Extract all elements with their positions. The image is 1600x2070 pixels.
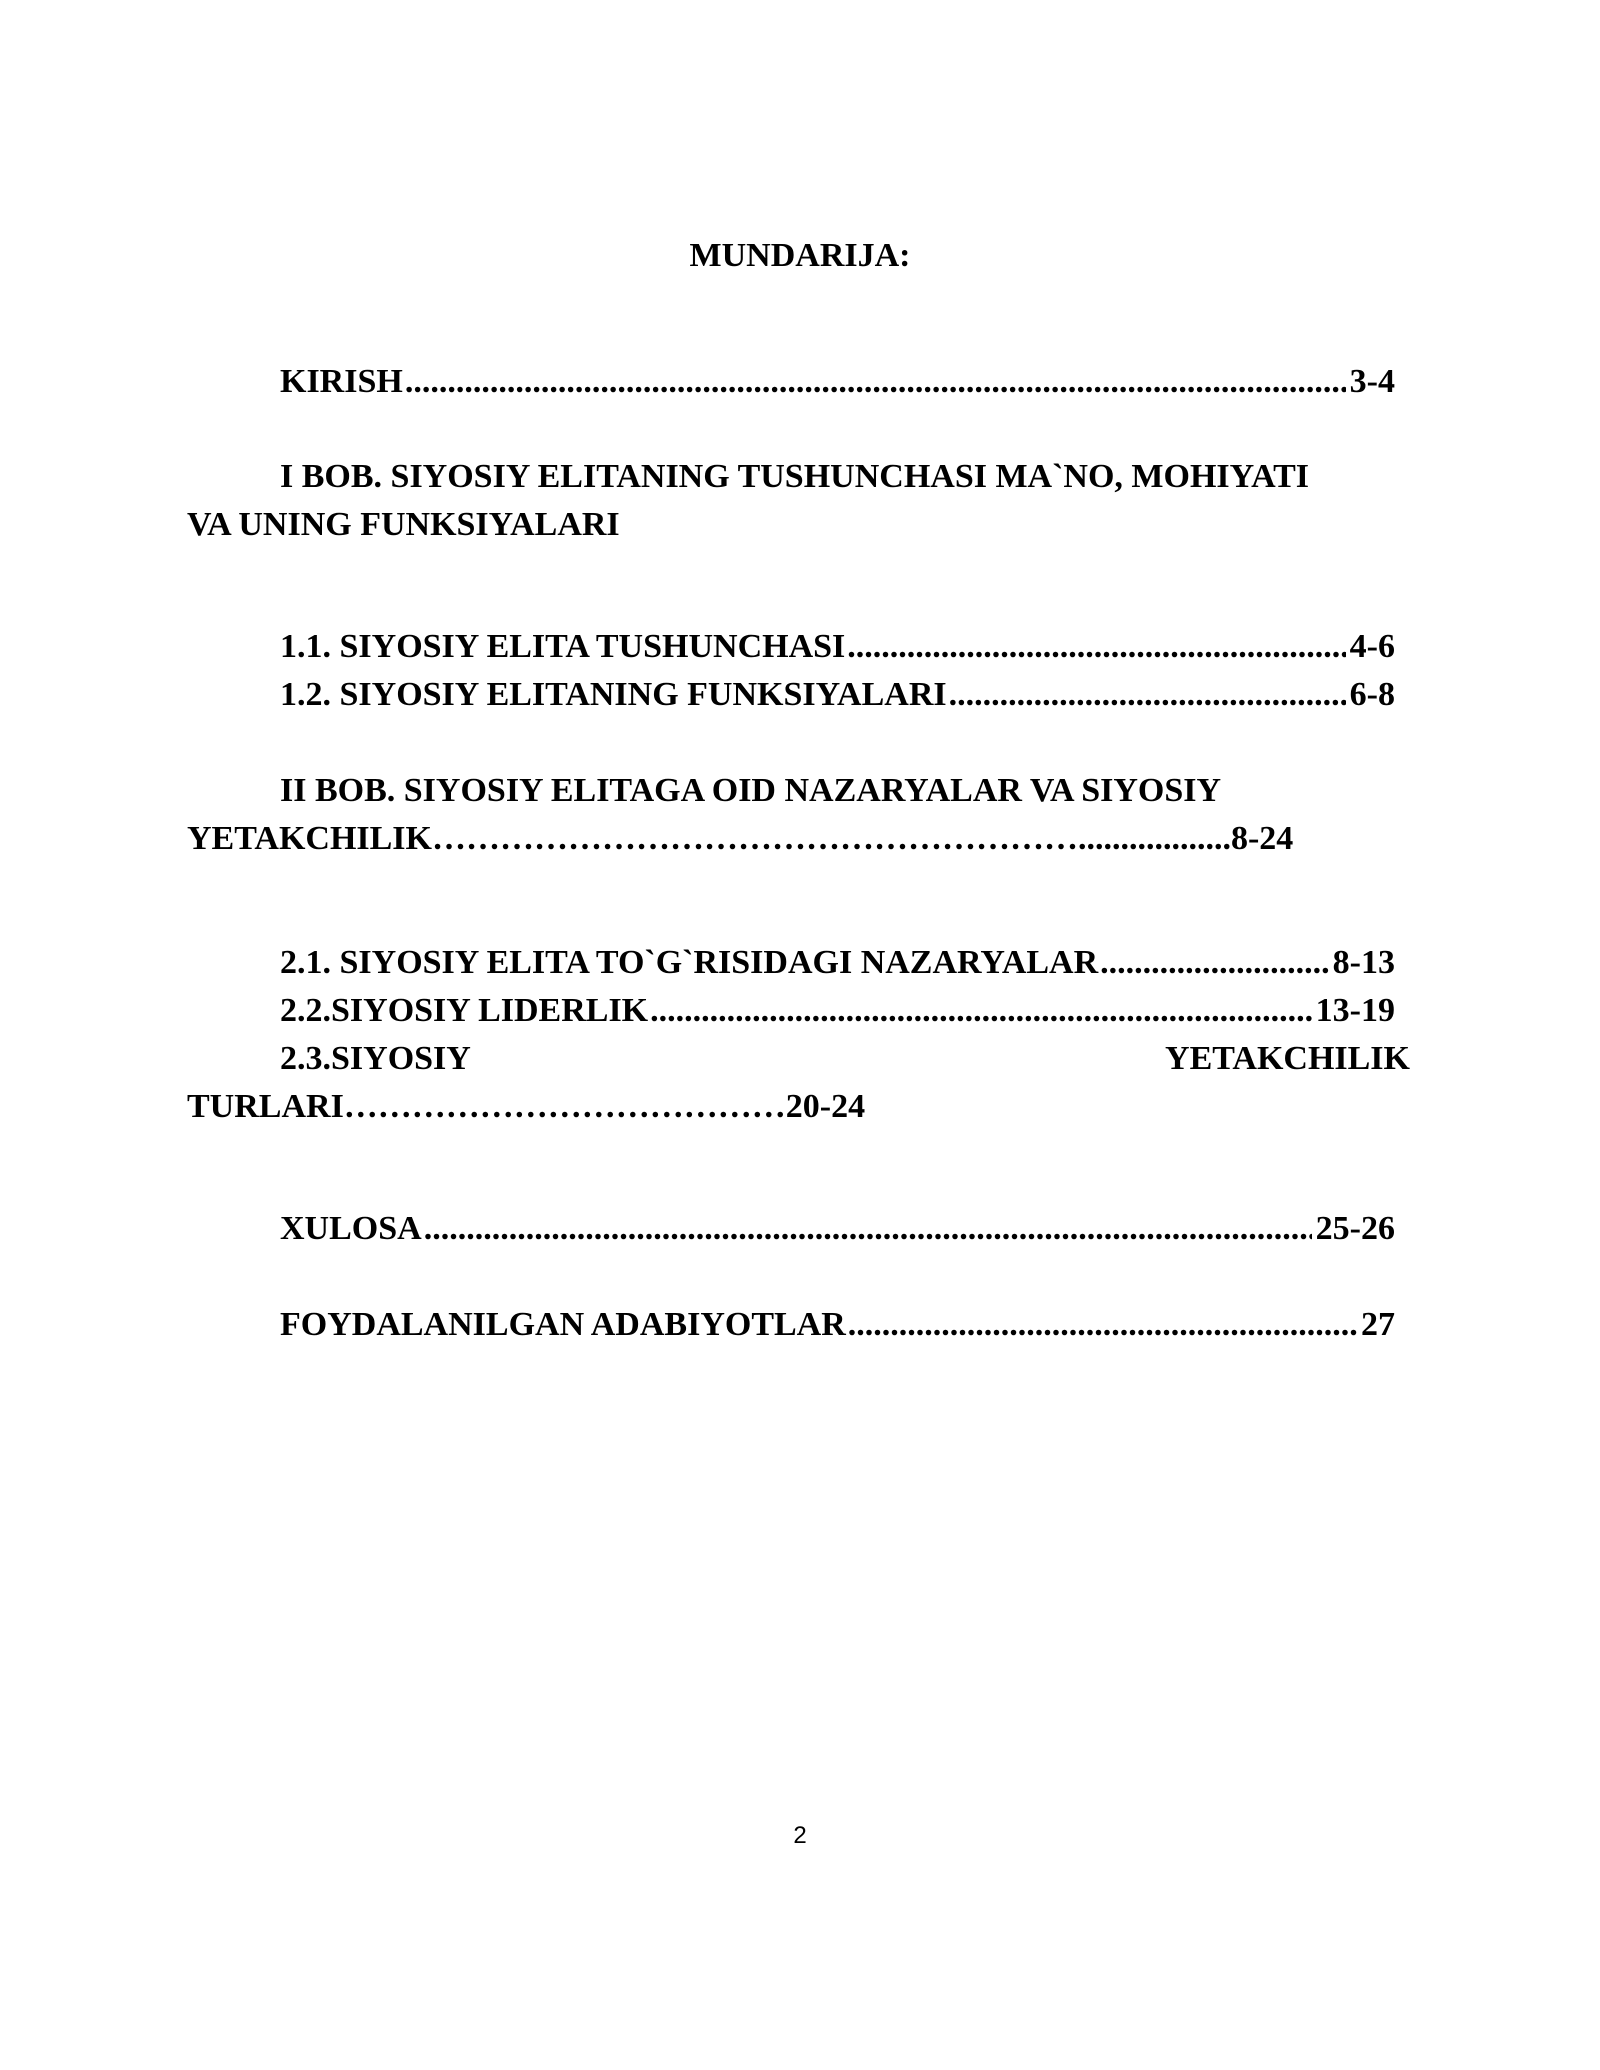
toc-entry-pages: 25-26 [1315,1210,1395,1247]
toc-leader-dots [847,623,1345,671]
toc-entry-label: XULOSA [280,1210,422,1247]
toc-entry-label: KIRISH [280,363,403,400]
toc-leader-dots [949,671,1346,719]
toc-chapter-2-line-1: II BOB. SIYOSIY ELITAGA OID NAZARYALAR VA SIYOSIY [280,772,1222,809]
toc-leader-dots [848,1301,1357,1349]
page-number: 2 [793,1822,807,1849]
toc-chapter-2-line-2: YETAKCHILIK…………………………………………………..................8-24 [187,820,1294,857]
toc-entry-pages: 8-13 [1332,944,1395,981]
toc-leader-dots [424,1205,1312,1253]
toc-entry-label-left: 2.3.SIYOSIY [280,1040,471,1077]
toc-chapter-1-line-1: I BOB. SIYOSIY ELITANING TUSHUNCHASI MA`NO, MOHIYATI [280,458,1310,495]
toc-entry-label: 2.1. SIYOSIY ELITA TO`G`RISIDAGI NAZARYALAR [280,944,1099,981]
toc-leader-dots [405,358,1346,406]
toc-entry-pages: 3-4 [1349,363,1395,400]
toc-entry-xulosa [280,1205,1395,1253]
toc-entry-2-3-line-1 [280,1035,1410,1083]
toc-entry-label: 1.1. SIYOSIY ELITA TUSHUNCHASI [280,628,846,665]
toc-entry-label: FOYDALANILGAN ADABIYOTLAR [280,1306,846,1343]
toc-entry-2-1 [280,939,1395,987]
toc-entry-1-2 [280,671,1395,719]
toc-chapter-1-line-2: VA UNING FUNKSIYALARI [187,506,620,543]
toc-leader-dots [1100,939,1329,987]
toc-entry-pages: 6-8 [1349,676,1395,713]
toc-entry-pages: 13-19 [1315,992,1395,1029]
toc-entry-label-right: YETAKCHILIK [1165,1040,1410,1077]
toc-entry-label: 1.2. SIYOSIY ELITANING FUNKSIYALARI [280,676,947,713]
toc-leader-dots [650,987,1312,1035]
toc-entry-kirish [280,358,1395,406]
toc-entry-2-3-line-2: TURLARI…………………………………20-24 [187,1088,866,1125]
toc-entry-label: 2.2.SIYOSIY LIDERLIK [280,992,649,1029]
toc-entry-pages: 4-6 [1349,628,1395,665]
toc-entry-2-2 [280,987,1395,1035]
toc-entry-adabiyotlar [280,1301,1395,1349]
toc-entry-pages: 27 [1361,1306,1395,1343]
toc-entry-1-1 [280,623,1395,671]
page-title: MUNDARIJA: [689,237,911,274]
